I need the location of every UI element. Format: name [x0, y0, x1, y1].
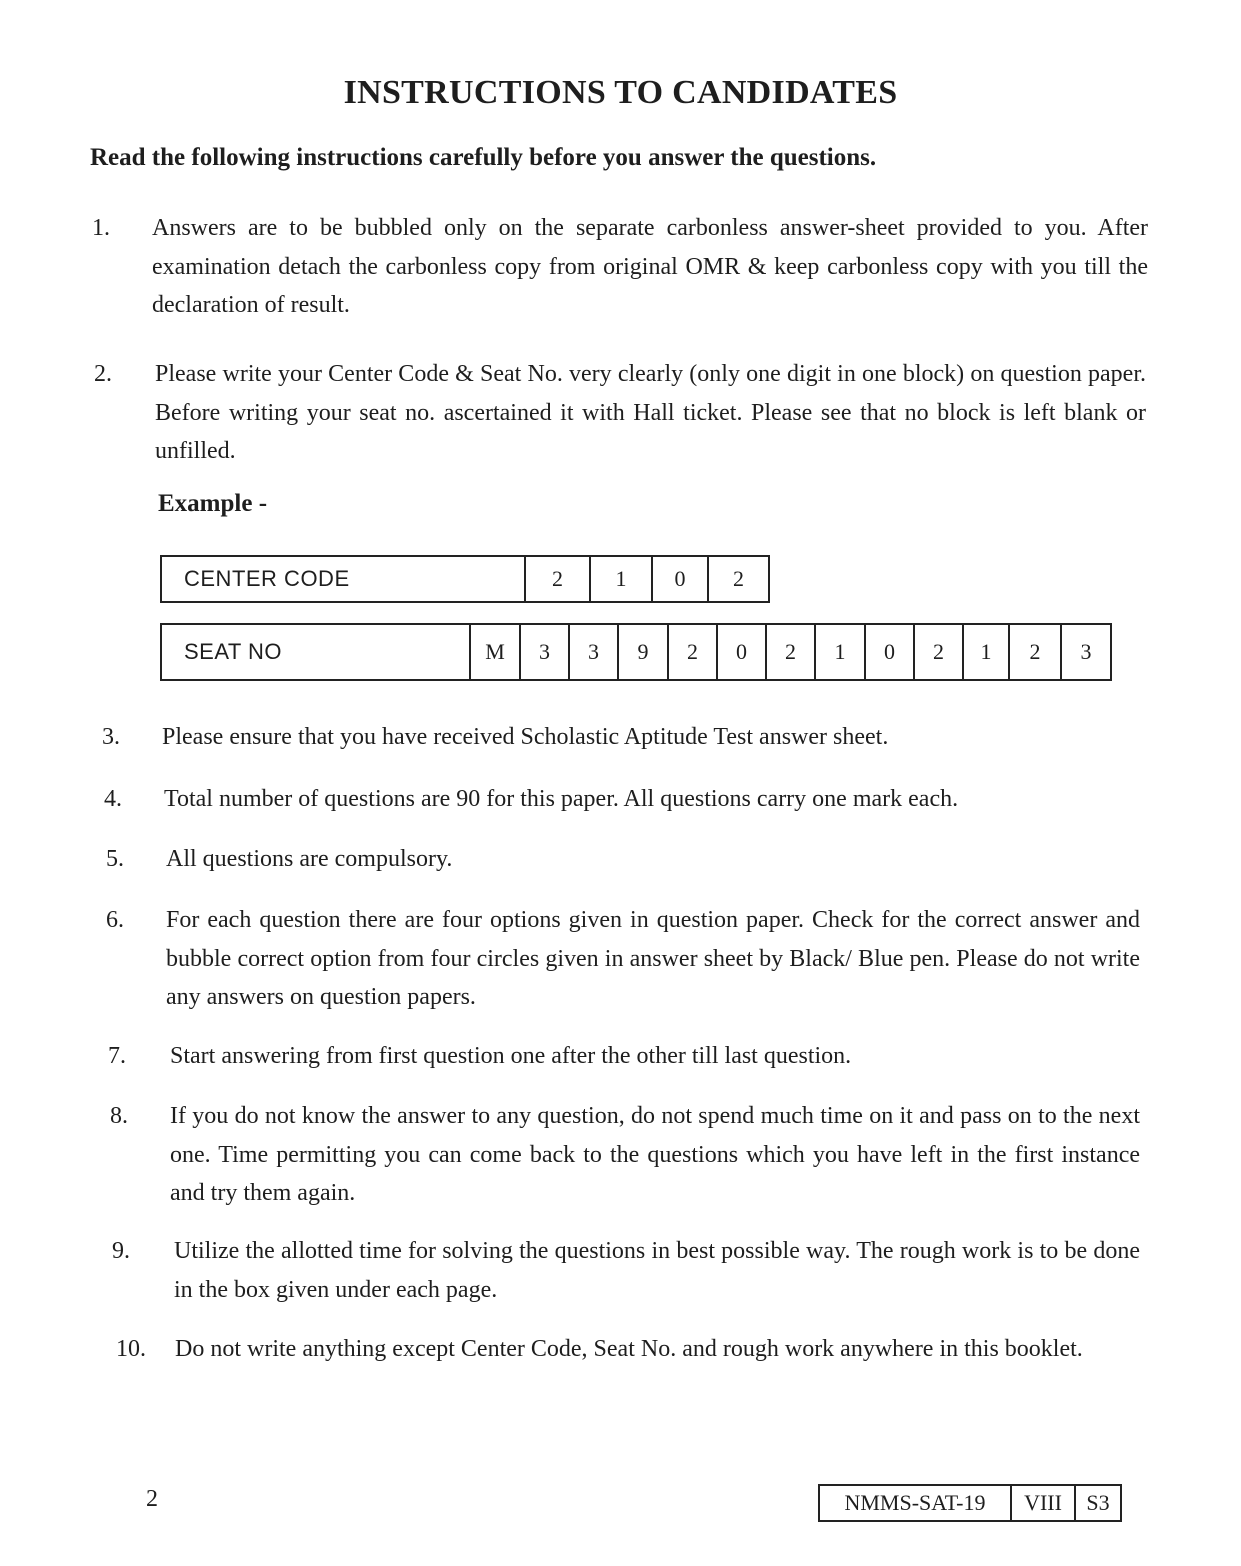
seat-number-char: 3	[1061, 624, 1111, 680]
seat-number-char: 0	[717, 624, 766, 680]
item-text: Utilize the allotted time for solving the questions in best possible way. The rough work is to be done in the box given under each page.	[174, 1238, 1140, 1303]
seat-number-char: 2	[668, 624, 717, 680]
seat-number-char: 2	[914, 624, 963, 680]
center-code-digit: 2	[708, 556, 769, 602]
seat-number-char: M	[470, 624, 520, 680]
center-code-digit: 1	[590, 556, 652, 602]
item-number: 6.	[106, 907, 124, 933]
example-label: Example -	[158, 490, 268, 517]
item-number: 4.	[104, 786, 122, 812]
paper-code-box	[818, 1484, 1122, 1522]
item-text: Do not write anything except Center Code, Seat No. and rough work anywhere in this booklet.	[175, 1336, 1083, 1362]
item-text: Please ensure that you have received Scholastic Aptitude Test answer sheet.	[162, 724, 889, 750]
item-number: 5.	[106, 846, 124, 872]
item-number: 9.	[112, 1238, 130, 1264]
item-number: 1.	[92, 215, 110, 241]
item-number: 10.	[116, 1336, 146, 1362]
seat-number-char: 3	[569, 624, 618, 680]
center-code-digit: 0	[652, 556, 708, 602]
seat-number-box	[160, 623, 1112, 681]
seat-number-label: SEAT NO	[161, 624, 470, 680]
intro-text: Read the following instructions carefully before you answer the questions.	[90, 144, 877, 171]
item-text: Please write your Center Code & Seat No. very clearly (only one digit in one block) on question paper. Before writing your seat no. ascertained it with Hall ticket. Please see that no block is left blank or unfilled.	[155, 361, 1146, 464]
item-number: 8.	[110, 1103, 128, 1129]
seat-number-char: 2	[1009, 624, 1061, 680]
item-text: Answers are to be bubbled only on the separate carbonless answer-sheet provided to you. After examination detach the carbonless copy from original OMR & keep carbonless copy with you till the declaration of result.	[152, 215, 1148, 318]
item-text: Start answering from first question one after the other till last question.	[170, 1043, 852, 1069]
seat-number-char: 2	[766, 624, 815, 680]
item-number: 7.	[108, 1043, 126, 1069]
seat-number-char: 3	[520, 624, 569, 680]
seat-number-char: 9	[618, 624, 668, 680]
paper-code: NMMS-SAT-19	[819, 1485, 1011, 1521]
item-text: Total number of questions are 90 for this paper. All questions carry one mark each.	[164, 786, 959, 812]
item-number: 2.	[94, 361, 112, 387]
item-number: 3.	[102, 724, 120, 750]
page-number: 2	[146, 1486, 158, 1512]
item-text: All questions are compulsory.	[166, 846, 453, 872]
paper-set: S3	[1075, 1485, 1121, 1521]
seat-number-char: 0	[865, 624, 914, 680]
item-text: If you do not know the answer to any question, do not spend much time on it and pass on to the next one. Time permitting you can come back to the questions which you have left in the first instance and try them again.	[170, 1103, 1140, 1206]
seat-number-char: 1	[815, 624, 865, 680]
center-code-box	[160, 555, 770, 603]
seat-number-char: 1	[963, 624, 1009, 680]
paper-class: VIII	[1011, 1485, 1075, 1521]
center-code-label: CENTER CODE	[161, 556, 525, 602]
center-code-digit: 2	[525, 556, 590, 602]
page-title: INSTRUCTIONS TO CANDIDATES	[343, 74, 898, 111]
item-text: For each question there are four options given in question paper. Check for the correct answer and bubble correct option from four circles given in answer sheet by Black/ Blue pen. Please do not write any answers on question papers.	[166, 907, 1140, 1010]
